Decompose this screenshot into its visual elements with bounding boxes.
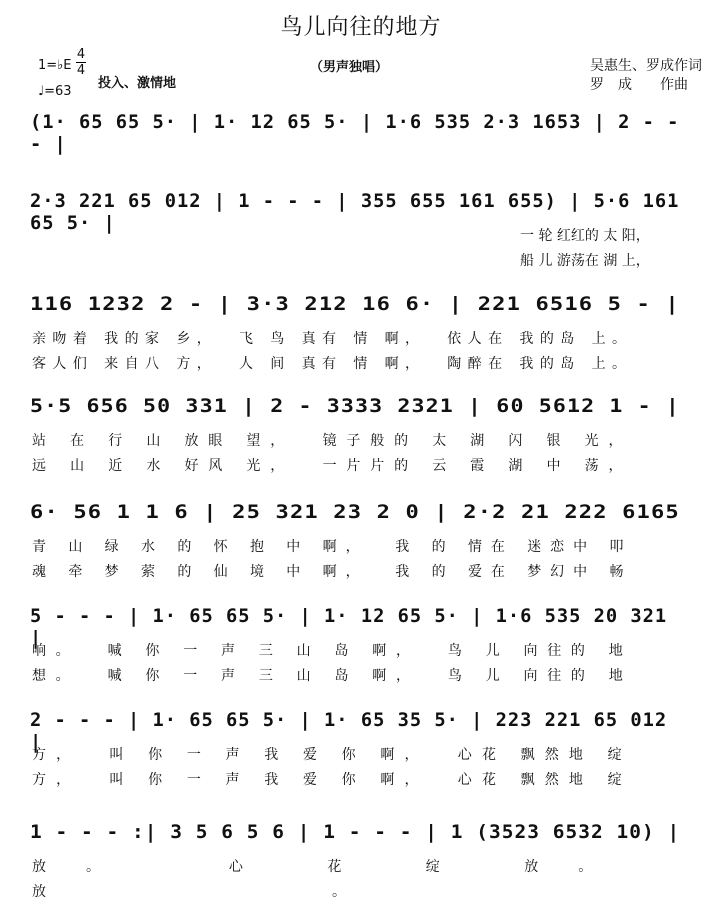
lyric-line: 方， 叫 你 一 声 我 爱 你 啊， 心花 飘然地 绽: [32, 747, 632, 763]
performance-subtitle: （男声独唱）: [310, 60, 389, 75]
lyric-line: 一 轮 红红的 太 阳，: [520, 228, 650, 244]
notation-text: 116 1232 2 - | 3·3 212 16 6· | 221 6516 5 - |: [30, 293, 680, 315]
lyric-line: 放。: [32, 884, 632, 900]
notation-text: 2·3 221 65 012 | 1 - - - | 355 655 161 655) | 5·6 161 65 5· |: [30, 190, 680, 234]
meter-bottom: 4: [76, 63, 86, 78]
composer-credit: 罗 成 作曲: [590, 77, 688, 93]
lyric-line: 船 儿 游荡在 湖 上，: [520, 253, 650, 269]
lyric-line: 客人们 来自八 方， 人 间 真有 情 啊， 陶醉在 我的岛 上。: [32, 356, 633, 372]
lyric-line: 方， 叫 你 一 声 我 爱 你 啊， 心花 飘然地 绽: [32, 772, 632, 788]
notation-text: 5·5 656 50 331 | 2 - 3333 2321 | 60 5612 1 - |: [30, 395, 681, 417]
notation-text: (1· 65 65 5· | 1· 12 65 5· | 1·6 535 2·3 1653 | 2 - - - |: [30, 111, 680, 155]
key-signature: 1=♭E: [38, 58, 72, 73]
notation-text: 1 - - - :| 3 5 6 5 6 | 1 - - - | 1 (3523 6532 10) |: [30, 821, 681, 843]
lyric-line: 想。 喊 你 一 声 三 山 岛 啊， 鸟 儿 向往的 地: [32, 668, 633, 684]
time-signature: [76, 47, 86, 78]
notation-text: 2 - - - | 1· 65 65 5· | 1· 65 35 5· | 223 221 65 012 |: [30, 709, 668, 753]
lyricist-credit: 吴惠生、罗成作词: [590, 58, 702, 74]
lyric-line: 亲吻着 我的家 乡， 飞 鸟 真有 情 啊， 依人在 我的岛 上。: [32, 331, 633, 347]
notation-text: 6· 56 1 1 6 | 25 321 23 2 0 | 2·2 21 222 6165: [30, 501, 680, 523]
lyric-line: 青 山 绿 水 的 怀 抱 中 啊， 我 的 情在 迷恋中 叩: [32, 539, 633, 555]
score-line: [30, 108, 690, 154]
expression-mark: 投入、激情地: [98, 76, 177, 91]
lyric-line: 魂 牵 梦 萦 的 仙 境 中 啊， 我 的 爱在 梦幻中 畅: [32, 564, 633, 580]
lyric-line: 响。 喊 你 一 声 三 山 岛 啊， 鸟 儿 向往的 地: [32, 643, 633, 659]
song-title: 鸟儿向往的地方: [280, 15, 442, 40]
lyric-line: 放。 心 花 绽 放。: [32, 859, 633, 875]
lyric-line: 站 在 行 山 放眼 望， 镜子般的 太 湖 闪 银 光，: [32, 433, 633, 449]
lyric-line: 远 山 近 水 好风 光， 一片片的 云 霞 湖 中 荡，: [32, 458, 633, 474]
meter-top: 4: [76, 47, 86, 62]
notation-text: 5 - - - | 1· 65 65 5· | 1· 12 65 5· | 1·6 535 20 321 |: [30, 605, 668, 649]
tempo-mark: ♩=63: [38, 84, 72, 99]
